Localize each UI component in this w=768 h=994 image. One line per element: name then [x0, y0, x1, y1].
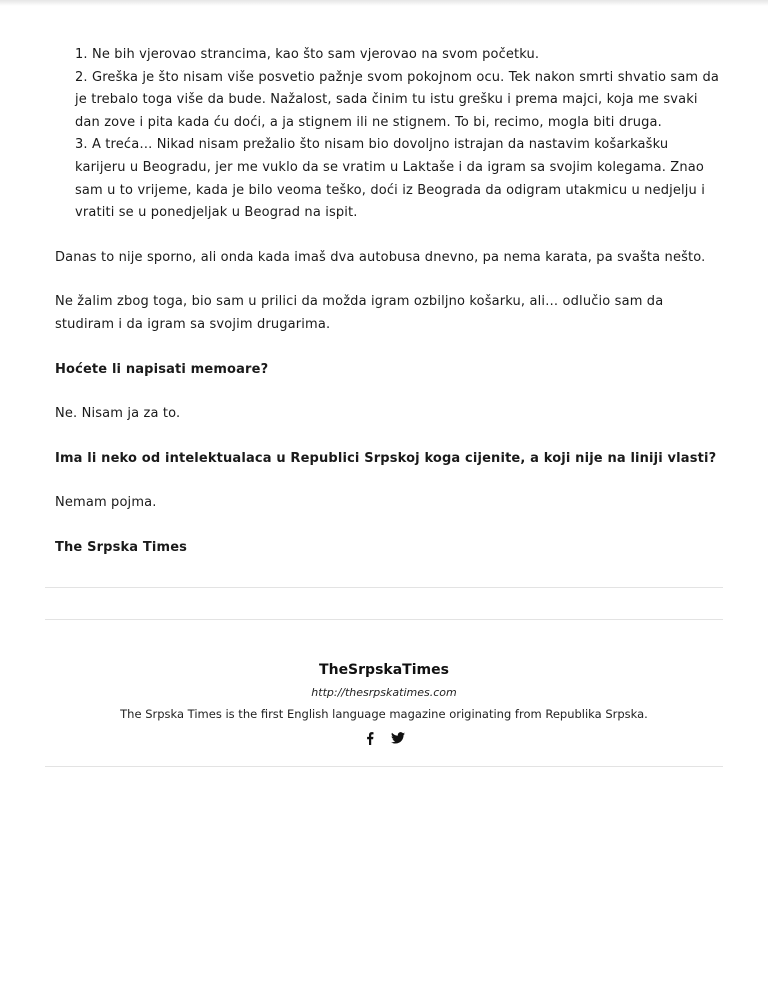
list-item: 1. Ne bih vjerovao strancima, kao što sam vjerovao na svom početku.: [75, 47, 540, 62]
site-footer: [45, 660, 723, 745]
social-links: [45, 731, 723, 745]
regrets-list: [75, 44, 720, 225]
interview-answer: Ne. Nisam ja za to.: [55, 406, 181, 422]
divider: [45, 587, 723, 588]
interview-question: Hoćete li napisati memoare?: [55, 361, 269, 377]
paragraph: Ne žalim zbog toga, bio sam u prilici da možda igram ozbiljno košarku, ali… odlučio sam da studiram i da igram sa svojim drugarima.: [55, 294, 664, 332]
divider: [45, 619, 723, 620]
twitter-icon[interactable]: [391, 731, 405, 745]
divider: [45, 766, 723, 767]
interview-question: Ima li neko od intelektualaca u Republici Srpskoj koga cijenite, a koji nije na liniji vlasti?: [55, 450, 717, 466]
footer-brand[interactable]: TheSrpskaTimes: [319, 662, 449, 678]
interview-answer: Nemam pojma.: [55, 495, 157, 511]
footer-tagline: The Srpska Times is the first English language magazine originating from Republika Srpska.: [120, 707, 648, 721]
paragraph: Danas to nije sporno, ali onda kada imaš dva autobusa dnevno, pa nema karata, pa svašta nešto.: [55, 249, 706, 265]
footer-url[interactable]: http://thesrpskatimes.com: [311, 686, 457, 699]
list-item: 3. A treća… Nikad nisam prežalio što nisam bio dovoljno istrajan da nastavim košarkašku karijeru u Beogradu, jer me vuklo da se vratim u Laktaše i da igram sa svojim kolegama. Znao sam u to vrijeme, kada je bilo veoma teško, doći iz Beograda da odigram utakmicu u nedjelju i vratiti se u ponedjeljak u Beograd na ispit.: [75, 137, 705, 221]
top-fade: [0, 0, 768, 6]
list-item: 2. Greška je što nisam više posvetio pažnje svom pokojnom ocu. Tek nakon smrti shvatio sam da je trebalo toga više da bude. Nažalost, sada činim tu istu grešku i prema majci, koja me svaki dan zove i pita kada ću doći, a ja stignem ili ne stignem. To bi, recimo, mogla biti druga.: [75, 69, 720, 130]
article-signature: The Srpska Times: [55, 539, 188, 555]
article-body: [55, 44, 720, 560]
facebook-icon[interactable]: [363, 731, 377, 745]
